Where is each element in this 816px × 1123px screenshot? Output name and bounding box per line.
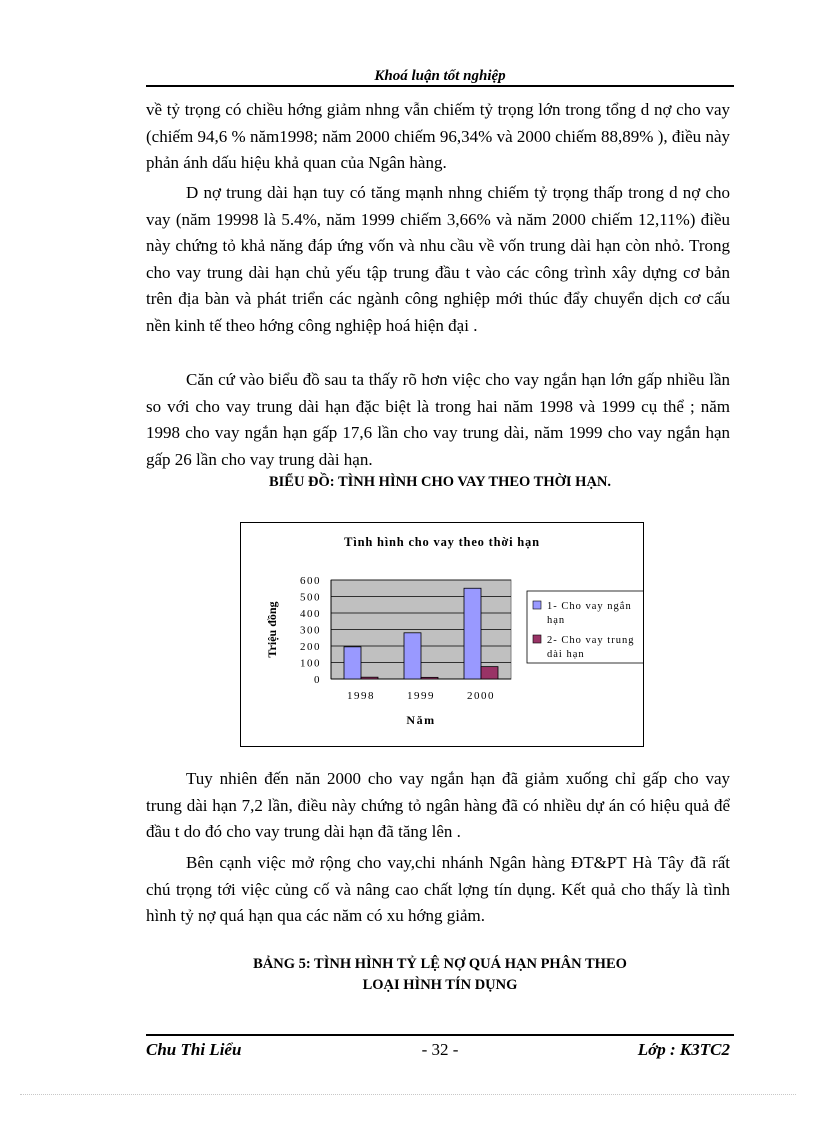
- x-tick-label: 1998: [347, 690, 375, 702]
- page-bottom-divider: [20, 1094, 796, 1095]
- legend-label: 2- Cho vay trung dài hạn: [547, 635, 635, 660]
- x-tick-label: 2000: [467, 690, 495, 702]
- bar-chart: [241, 523, 643, 746]
- legend-swatch: [533, 635, 541, 643]
- document-header-title: Khoá luận tốt nghiệp: [374, 68, 506, 84]
- bar-short-term: [344, 647, 361, 679]
- table-caption-line1: BẢNG 5: TÌNH HÌNH TỶ LỆ NỢ QUÁ HẠN PHÂN THEO: [253, 956, 627, 972]
- paragraph-2: D nợ trung dài hạn tuy có tăng mạnh nhng chiếm tỷ trọng thấp trong d nợ cho vay (năm 19998 là 5.4%, năm 1999 chiếm 3,66% và năm 2000 chiếm 12,11%) điều này chứng tỏ khả năng đáp ứng vốn và nhu cầu về vốn trung dài hạn còn nhỏ. Trong cho vay trung dài hạn chủ yếu tập trung đầu t vào các công trình xây dựng cơ bản trên địa bàn và phát triển các ngành công nghiệp mới thúc đẩy chuyển dịch cơ cấu nền kinh tế theo hớng công nghiệp hoá hiện đại .: [146, 183, 730, 335]
- chart-title: Tình hình cho vay theo thời hạn: [344, 535, 540, 549]
- footer-class: Lớp : K3TC2: [637, 1040, 730, 1059]
- bar-short-term: [464, 588, 481, 679]
- paragraph-1: về tỷ trọng có chiều hớng giảm nhng vẫn chiếm tỷ trọng lớn trong tổng d nợ cho vay (chiếm 94,6 % năm1998; năm 2000 chiếm 96,34% và 2000 chiếm 88,89% ), điều này phản ánh dấu hiệu khả quan của Ngân hàng.: [146, 100, 730, 172]
- chart-frame: [240, 522, 644, 747]
- bar-short-term: [404, 633, 421, 679]
- x-axis-title: Năm: [406, 713, 436, 727]
- footer-rule: [146, 1034, 734, 1036]
- footer-author: Chu Thi Liểu: [146, 1040, 242, 1059]
- bar-long-term: [481, 667, 498, 679]
- y-tick-label: 400: [300, 608, 321, 620]
- header-rule: [146, 85, 734, 87]
- bar-long-term: [361, 677, 378, 679]
- chart-caption: BIỂU ĐỒ: TÌNH HÌNH CHO VAY THEO THỜI HẠN.: [268, 474, 612, 490]
- y-tick-label: 100: [300, 657, 321, 670]
- paragraph-4: Tuy nhiên đến năn 2000 cho vay ngắn hạn đã giảm xuống chỉ gấp cho vay trung dài hạn 7,2 lần, điều này chứng tỏ ngân hàng đã có nhiều dự án có hiệu quả để đầu t do đó cho vay trung dài hạn đã tăng lên .: [146, 769, 730, 841]
- y-tick-label: 600: [300, 575, 321, 587]
- legend-label: 1- Cho vay ngắn hạn: [547, 601, 632, 626]
- y-tick-label: 0: [314, 674, 321, 686]
- x-tick-label: 1999: [407, 690, 435, 702]
- footer-page-number: - 32 -: [421, 1040, 459, 1059]
- legend-swatch: [533, 601, 541, 609]
- y-axis-title: Triệu đồng: [265, 601, 279, 658]
- paragraph-3: Căn cứ vào biểu đồ sau ta thấy rõ hơn việc cho vay ngắn hạn lớn gấp nhiều lần so với cho vay trung dài hạn đặc biệt là trong hai năm 1998 và 1999 cụ thể ; năm 1998 cho vay ngắn hạn gấp 17,6 lần cho vay trung dài, năm 1999 cho vay ngắn hạn gấp 26 lần cho vay trung dài hạn.: [146, 370, 730, 469]
- y-tick-label: 300: [300, 624, 321, 637]
- paragraph-5: Bên cạnh việc mở rộng cho vay,chi nhánh Ngân hàng ĐT&PT Hà Tây đã rất chú trọng tới việc củng cố và nâng cao chất lợng tín dụng. Kết quả cho thấy là tình hình tỷ nợ quá hạn qua các năm có xu hớng giảm.: [146, 853, 730, 925]
- y-tick-label: 500: [300, 591, 321, 604]
- table-caption-line2: LOẠI HÌNH TÍN DỤNG: [362, 977, 518, 993]
- y-tick-label: 200: [300, 641, 321, 653]
- bar-long-term: [421, 677, 438, 679]
